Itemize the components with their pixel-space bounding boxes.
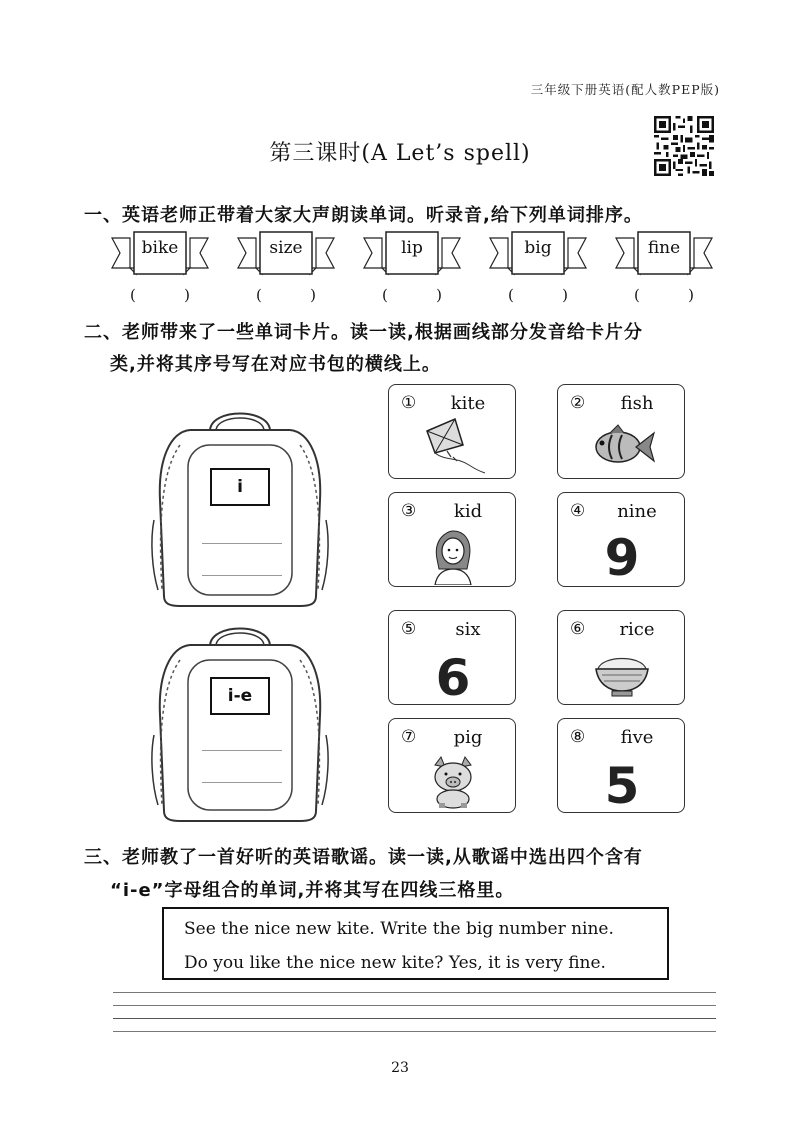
word-banner-bike	[110, 230, 210, 280]
grid-line	[113, 1018, 716, 1019]
card-word: pig	[453, 727, 483, 748]
page-number: 23	[391, 1060, 409, 1076]
paren-close: )	[688, 286, 694, 304]
section1-instruction: 一、英语老师正带着大家大声朗读单词。听录音,给下列单词排序。	[84, 205, 643, 226]
paren-close: )	[184, 286, 190, 304]
card-word: kid	[453, 501, 483, 522]
word-banner-lip	[362, 230, 462, 280]
paren-open: (	[256, 286, 262, 304]
grid-line	[113, 992, 716, 993]
word-card-five[interactable]	[557, 718, 685, 813]
banner-word: big	[524, 238, 552, 258]
card-word: five	[620, 727, 654, 748]
answer-blank-3[interactable]	[382, 286, 442, 304]
chant-line-1: See the nice new kite. Write the big number nine.	[184, 919, 614, 939]
card-number: ⑥	[570, 619, 586, 639]
card-word: nine	[617, 501, 657, 522]
pig-icon	[425, 755, 481, 809]
paren-open: (	[508, 286, 514, 304]
word-banner-fine	[614, 230, 714, 280]
banner-word: lip	[401, 238, 423, 258]
answer-line[interactable]	[202, 575, 282, 576]
card-number: ③	[401, 501, 417, 521]
rice-bowl-icon	[592, 649, 652, 699]
answer-blank-1[interactable]	[130, 286, 190, 304]
card-word: rice	[619, 619, 655, 640]
card-number: ②	[570, 393, 586, 413]
word-card-rice[interactable]	[557, 610, 685, 705]
paren-open: (	[130, 286, 136, 304]
fish-icon	[588, 423, 658, 471]
word-banner-size	[236, 230, 336, 280]
paren-close: )	[436, 286, 442, 304]
word-banner-big	[488, 230, 588, 280]
kite-icon	[417, 417, 487, 475]
card-number: ⑦	[401, 727, 417, 747]
card-number: ①	[401, 393, 417, 413]
digit-nine: 9	[604, 529, 640, 581]
word-card-fish[interactable]	[557, 384, 685, 479]
section2-instruction-line2: 类,并将其序号写在对应书包的横线上。	[110, 354, 441, 375]
card-word: fish	[620, 393, 654, 414]
word-card-pig[interactable]	[388, 718, 516, 813]
backpack-label: i-e	[210, 677, 270, 715]
section3-instruction-line1: 三、老师教了一首好听的英语歌谣。读一读,从歌谣中选出四个含有	[84, 847, 643, 868]
answer-blank-2[interactable]	[256, 286, 316, 304]
number-nine-icon	[602, 525, 642, 581]
chant-box	[162, 907, 669, 980]
backpack-label: i	[210, 468, 270, 506]
card-word: kite	[450, 393, 486, 414]
answer-line[interactable]	[202, 543, 282, 544]
section2-instruction-line1: 二、老师带来了一些单词卡片。读一读,根据画线部分发音给卡片分	[84, 322, 643, 343]
word-card-nine[interactable]	[557, 492, 685, 587]
grid-line	[113, 1005, 716, 1006]
girl-icon	[429, 529, 477, 585]
paren-open: (	[382, 286, 388, 304]
qr-code-icon[interactable]	[654, 116, 714, 176]
backpack-i-e	[150, 615, 330, 825]
banner-word: bike	[141, 238, 179, 258]
answer-line[interactable]	[202, 750, 282, 751]
banner-word: fine	[647, 238, 681, 258]
word-card-kite[interactable]	[388, 384, 516, 479]
word-card-kid[interactable]	[388, 492, 516, 587]
number-five-icon	[602, 753, 642, 809]
answer-line[interactable]	[202, 782, 282, 783]
answer-blank-4[interactable]	[508, 286, 568, 304]
backpack-i	[150, 400, 330, 610]
paren-close: )	[310, 286, 316, 304]
chant-line-2: Do you like the nice new kite? Yes, it is very fine.	[184, 953, 606, 973]
card-number: ④	[570, 501, 586, 521]
paren-open: (	[634, 286, 640, 304]
banner-word: size	[269, 238, 303, 258]
card-number: ⑤	[401, 619, 417, 639]
section3-instruction-line2: “i-e”字母组合的单词,并将其写在四线三格里。	[110, 880, 515, 901]
book-edition-note: 三年级下册英语(配人教PEP版)	[530, 82, 720, 97]
backpack-icon	[150, 615, 330, 825]
digit-five: 5	[604, 757, 640, 809]
word-card-six[interactable]	[388, 610, 516, 705]
answer-blank-5[interactable]	[634, 286, 694, 304]
card-number: ⑧	[570, 727, 586, 747]
number-six-icon	[433, 645, 473, 701]
paren-close: )	[562, 286, 568, 304]
card-word: six	[455, 619, 481, 640]
lesson-title: 第三课时(A Let’s spell)	[269, 141, 531, 166]
grid-line	[113, 1031, 716, 1032]
digit-six: 6	[435, 649, 471, 701]
